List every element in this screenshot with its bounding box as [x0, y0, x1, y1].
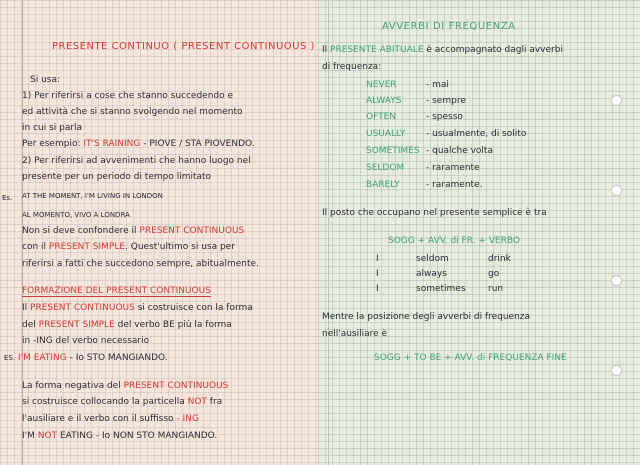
example-3-english: I'M EATING [17, 353, 67, 363]
adverb-english: ALWAYS [366, 96, 402, 106]
es-margin-mark: Es. [2, 194, 13, 202]
example-row [376, 254, 511, 264]
adverb-italian: - spesso [426, 112, 463, 122]
negative-line-3-term: - ING [176, 414, 199, 424]
warning-line-2-post: . Quest'ultimo si usa per [125, 242, 235, 252]
usage-1-line-2: ed attività che si stanno svolgendo nel momento [22, 107, 243, 117]
formation-line-3: in -ING del verbo necessario [22, 336, 150, 346]
binder-hole-4 [611, 365, 622, 376]
mentre-line-2: nell'ausiliare è [322, 329, 388, 339]
formation-line-1 [22, 303, 253, 313]
binder-hole-1 [611, 95, 622, 106]
example-4-italian: - Io NON STO MANGIANDO. [95, 431, 218, 441]
intro-line-1 [322, 45, 563, 55]
example-4-not: NOT [37, 431, 58, 441]
example-row [376, 269, 499, 279]
example-adverb: sometimes [416, 284, 466, 294]
formation-heading: FORMAZIONE DEL PRESENT CONTINUOUS [22, 286, 211, 296]
warning-line-2 [22, 242, 235, 252]
formation-line-2-post: del verbo BE più la forma [117, 320, 232, 330]
usage-1-line-1: 1) Per riferirsi a cose che stanno succedendo e [22, 91, 234, 101]
binder-hole-2 [611, 185, 622, 196]
binder-hole-3 [611, 275, 622, 286]
adverb-english: BARELY [366, 180, 400, 190]
usage-2-line-2: presente per un periodo di tempo limitato [22, 172, 212, 182]
example-subject: I [376, 269, 379, 279]
example-verb: go [488, 269, 500, 279]
negative-line-2-post: fra [209, 397, 223, 407]
example-subject: I [376, 284, 379, 294]
formation-line-2-term: PRESENT SIMPLE [38, 320, 115, 330]
adverb-row [366, 96, 466, 106]
formula-to-be: SOGG + TO BE + AVV. di FREQUENZA FINE [374, 353, 567, 363]
example-4-pre: I'M [22, 431, 35, 441]
negative-line-1-term: PRESENT CONTINUOUS [123, 381, 229, 391]
warning-line-1-term: PRESENT CONTINUOUS [139, 226, 245, 236]
negative-line-2 [22, 397, 222, 407]
adverb-row [366, 146, 493, 156]
formation-line-2 [22, 320, 232, 330]
adverb-row [366, 163, 480, 173]
warning-line-1-text: Non si deve confondere il [22, 226, 137, 236]
example-row [376, 284, 503, 294]
adverb-english: USUALLY [366, 129, 406, 139]
right-notebook-page [318, 0, 640, 465]
formation-line-1-term: PRESENT CONTINUOUS [30, 303, 135, 313]
page-title-present-continuous: PRESENTE CONTINUO ( PRESENT CONTINUOUS ) [52, 41, 315, 52]
warning-line-1 [22, 226, 244, 236]
adverb-italian: - usualmente, di solito [426, 129, 527, 139]
adverb-row [366, 112, 463, 122]
example-4-english: EATING [59, 431, 93, 441]
example-1-prefix: Per esempio: [22, 139, 81, 149]
negative-line-2-pre: si costruisce collocando la particella [22, 397, 185, 407]
formation-line-1-post: si costruisce con la forma [137, 303, 253, 313]
adverb-italian: - mai [426, 80, 449, 90]
adverb-english: SOMETIMES [366, 146, 420, 156]
example-verb: drink [488, 254, 511, 264]
adverb-row [366, 80, 449, 90]
formation-heading-wrap [22, 286, 211, 296]
example-4 [22, 431, 217, 441]
negative-line-1 [22, 381, 228, 391]
intro-line-2: di frequenza: [322, 62, 382, 72]
adverb-row [366, 180, 482, 190]
example-adverb: always [416, 269, 447, 279]
example-1-english: IT'S RAINING [83, 139, 141, 149]
negative-line-3-pre: l'ausiliare e il verbo con il suffisso [22, 414, 174, 424]
formation-line-2-pre: del [22, 320, 36, 330]
adverb-english: NEVER [366, 80, 397, 90]
si-usa-label: Si usa: [30, 75, 61, 85]
adverb-row [366, 129, 526, 139]
usage-1-line-3: in cui si parla [22, 123, 83, 133]
adverb-italian: - sempre [426, 96, 466, 106]
negative-line-1-pre: La forma negativa del [22, 381, 121, 391]
example-3-prefix: ES. [4, 354, 16, 362]
example-2-italian: AL MOMENTO, VIVO A LONDRA [22, 211, 130, 219]
example-3 [4, 353, 168, 363]
warning-line-2-term: PRESENT SIMPLE [48, 242, 126, 252]
warning-line-2-pre: con il [22, 242, 47, 252]
negative-line-2-term: NOT [187, 397, 207, 407]
mentre-line-1: Mentre la posizione degli avverbi di frequenza [322, 312, 531, 322]
intro-line-1-term: PRESENTE ABITUALE [330, 45, 424, 55]
left-notebook-page [0, 0, 318, 465]
negative-line-3 [22, 414, 199, 424]
example-adverb: seldom [416, 254, 449, 264]
page-title-avverbi: AVVERBI DI FREQUENZA [382, 21, 516, 32]
formation-line-1-pre: Il [22, 303, 28, 313]
example-2-english: AT THE MOMENT, I'M LIVING IN LONDON [22, 192, 163, 200]
example-1 [22, 139, 255, 149]
adverb-english: OFTEN [366, 112, 397, 122]
example-verb: run [488, 284, 504, 294]
warning-line-3: riferirsi a fatti che succedono sempre, abitualmente. [22, 259, 259, 269]
position-line: Il posto che occupano nel presente semplice è tra [322, 208, 547, 218]
adverb-english: SELDOM [366, 163, 405, 173]
adverb-italian: - raramente [426, 163, 480, 173]
example-1-italian: - PIOVE / STA PIOVENDO. [143, 139, 255, 149]
adverb-italian: - raramente. [426, 180, 483, 190]
example-subject: I [376, 254, 379, 264]
example-3-italian: - Io STO MANGIANDO. [69, 353, 168, 363]
formula-simple-present: SOGG + AVV. di FR. + VERBO [388, 236, 520, 246]
usage-2-line-1: 2) Per riferirsi ad avvenimenti che hanno luogo nel [22, 156, 251, 166]
intro-line-1-post: è accompagnato dagli avverbi [426, 45, 563, 55]
intro-line-1-pre: Il [322, 45, 328, 55]
adverb-italian: - qualche volta [426, 146, 493, 156]
